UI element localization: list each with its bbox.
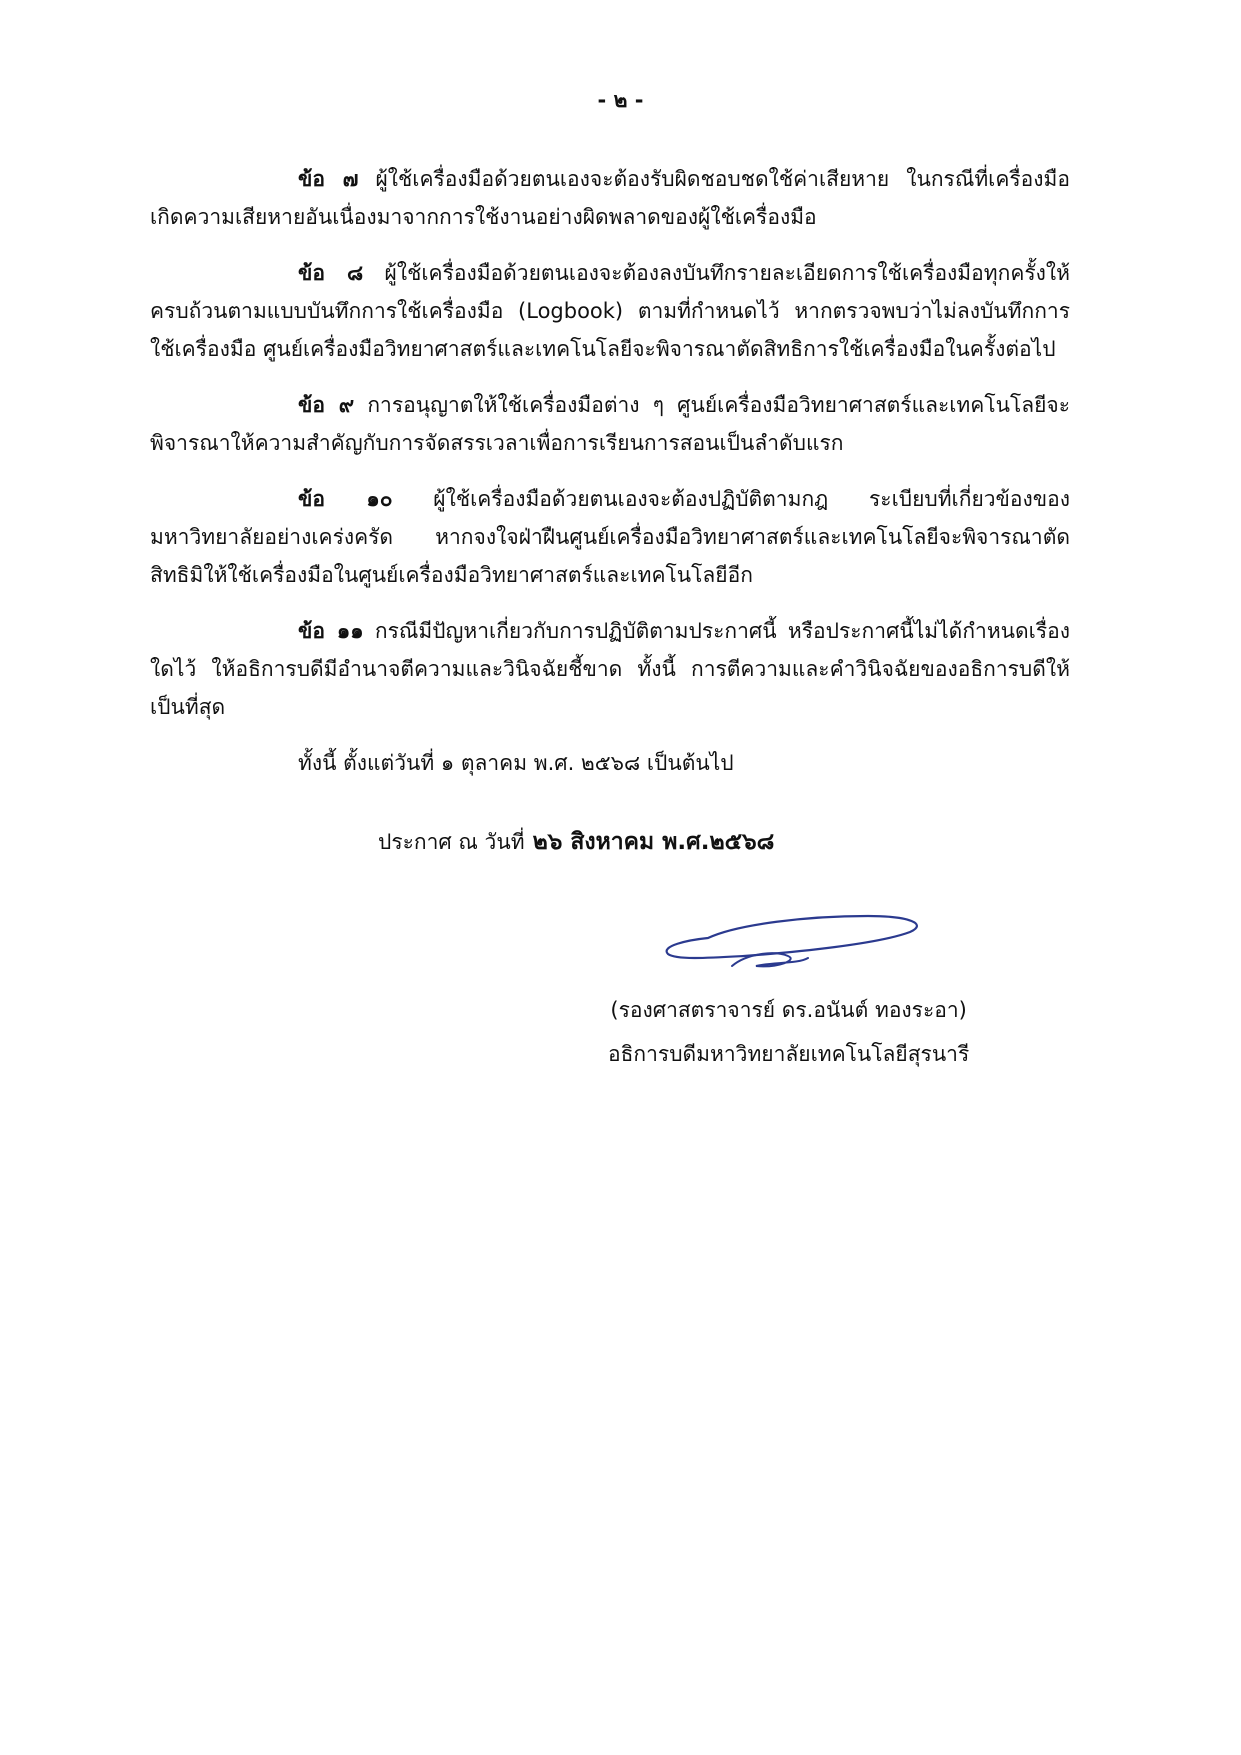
clause-9	[150, 386, 1070, 462]
clause-label: ข้อ ๙	[298, 393, 355, 417]
clause-8	[150, 254, 1070, 368]
clause-text: การอนุญาตให้ใช้เครื่องมือต่าง ๆ ศูนย์เครื่องมือวิทยาศาสตร์และเทคโนโลยีจะพิจารณาให้ความสำคัญกับการจัดสรรเวลาเพื่อการเรียนการสอนเป็นลำดับแรก	[150, 393, 1070, 455]
signature-stroke	[648, 910, 938, 982]
clause-label: ข้อ ๘	[298, 261, 364, 285]
clause-text: กรณีมีปัญหาเกี่ยวกับการปฏิบัติตามประกาศนี้ หรือประกาศนี้ไม่ได้กำหนดเรื่องใดไว้ ให้อธิการบดีมีอำนาจตีความและวินิจฉัยชี้ขาด ทั้งนี้ การตีความและคำวินิจฉัยของอธิการบดีให้เป็นที่สุด	[150, 619, 1070, 719]
clause-10	[150, 480, 1070, 594]
clauses-section	[150, 160, 1070, 782]
clause-11	[150, 612, 1070, 726]
signatory-title: อธิการบดีมหาวิทยาลัยเทคโนโลยีสุรนารี	[608, 1042, 970, 1066]
announce-date: ๒๖ สิงหาคม พ.ศ.๒๕๖๘	[532, 829, 775, 855]
signatory-block	[608, 988, 969, 1076]
page-number: - ๒ -	[597, 88, 644, 112]
clause-text: ผู้ใช้เครื่องมือด้วยตนเองจะต้องปฏิบัติตามกฎ ระเบียบที่เกี่ยวข้องของมหาวิทยาลัยอย่างเคร่งครัด หากจงใจฝ่าฝืนศูนย์เครื่องมือวิทยาศาสตร์และเทคโนโลยีจะพิจารณาตัดสิทธิมิให้ใช้เครื่องมือในศูนย์เครื่องมือวิทยาศาสตร์และเทคโนโลยีอีก	[150, 487, 1070, 587]
clause-label: ข้อ ๑๐	[298, 487, 393, 511]
clause-label: ข้อ ๑๑	[298, 619, 364, 643]
announce-prefix: ประกาศ ณ วันที่	[378, 830, 525, 854]
clause-7	[150, 160, 1070, 236]
announcement-date-line	[378, 823, 774, 861]
clause-text: ผู้ใช้เครื่องมือด้วยตนเองจะต้องรับผิดชอบชดใช้ค่าเสียหาย ในกรณีที่เครื่องมือเกิดความเสียหายอันเนื่องมาจากการใช้งานอย่างผิดพลาดของผู้ใช้เครื่องมือ	[150, 167, 1070, 229]
clause-label: ข้อ ๗	[298, 167, 359, 191]
clause-text: ผู้ใช้เครื่องมือด้วยตนเองจะต้องลงบันทึกรายละเอียดการใช้เครื่องมือทุกครั้งให้ครบถ้วนตามแบบบันทึกการใช้เครื่องมือ (Logbook) ตามที่กำหนดไว้ หากตรวจพบว่าไม่ลงบันทึกการใช้เครื่องมือ ศูนย์เครื่องมือวิทยาศาสตร์และเทคโนโลยีจะพิจารณาตัดสิทธิการใช้เครื่องมือในครั้งต่อไป	[150, 261, 1071, 361]
signatory-name: (รองศาสตราจารย์ ดร.อนันต์ ทองระอา)	[610, 998, 967, 1022]
effective-date: ทั้งนี้ ตั้งแต่วันที่ ๑ ตุลาคม พ.ศ. ๒๕๖๘ เป็นต้นไป	[298, 751, 734, 775]
signature-image	[648, 910, 938, 986]
